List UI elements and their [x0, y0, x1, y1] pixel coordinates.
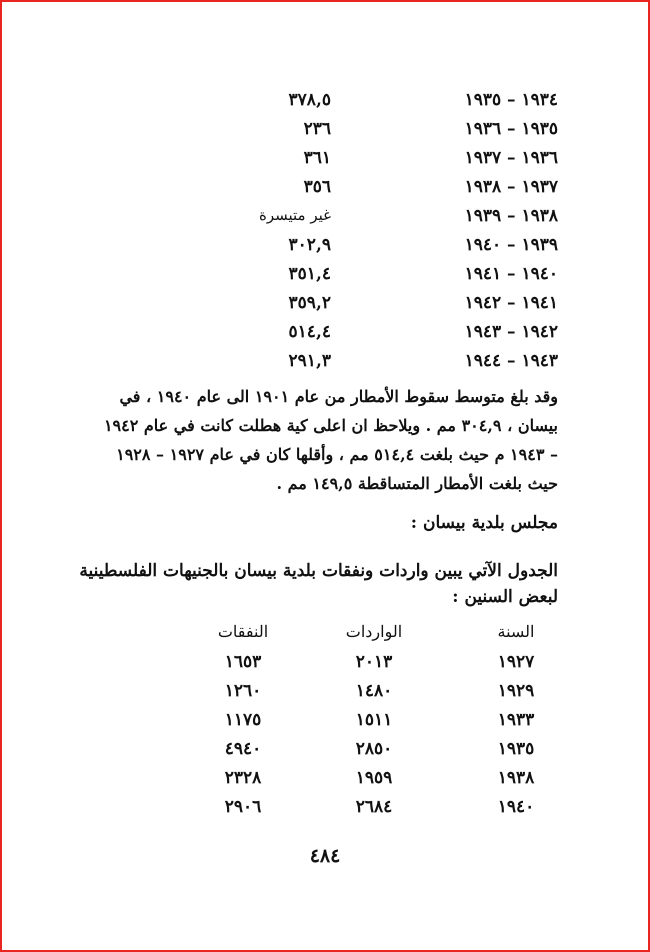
rainfall-value: ٣٧٨,٥	[288, 90, 331, 110]
table-row	[0, 710, 650, 739]
section-heading: مجلس بلدية بيسان :	[410, 513, 558, 533]
table-header-row	[0, 622, 650, 651]
rainfall-years: ١٩٣٨ – ١٩٣٩	[464, 206, 558, 226]
cell-year: ١٩٣٥	[497, 739, 535, 759]
rainfall-row	[0, 177, 650, 205]
rainfall-years: ١٩٤٠ – ١٩٤١	[464, 264, 558, 284]
rainfall-row	[0, 235, 650, 263]
cell-expenses: ١٢٦٠	[224, 681, 262, 701]
cell-expenses: ١٦٥٣	[224, 652, 262, 672]
rainfall-years: ١٩٤٢ – ١٩٤٣	[464, 322, 558, 342]
rainfall-years: ١٩٣٤ – ١٩٣٥	[464, 90, 558, 110]
rainfall-row	[0, 90, 650, 118]
rainfall-value: ٢٣٦	[303, 119, 331, 139]
header-revenue: الواردات	[345, 622, 403, 641]
rainfall-value: غير متيسرة	[258, 206, 331, 224]
rainfall-row	[0, 293, 650, 321]
cell-expenses: ٤٩٤٠	[224, 739, 262, 759]
rainfall-value: ٥١٤,٤	[288, 322, 331, 342]
paragraph-line: حيث بلغت الأمطار المتساقطة ١٤٩,٥ مم .	[276, 474, 558, 493]
cell-expenses: ١١٧٥	[224, 710, 262, 730]
cell-year: ١٩٣٨	[497, 768, 535, 788]
rainfall-years: ١٩٣٦ – ١٩٣٧	[464, 148, 558, 168]
cell-revenue: ١٥١١	[355, 710, 393, 730]
rainfall-row	[0, 322, 650, 350]
header-year: السنة	[497, 622, 535, 641]
rainfall-row	[0, 351, 650, 379]
cell-revenue: ٢٨٥٠	[355, 739, 393, 759]
rainfall-row	[0, 148, 650, 176]
table-row	[0, 797, 650, 826]
intro-line: لبعض السنين :	[452, 587, 558, 607]
table-intro	[79, 558, 558, 610]
paragraph-line: بيسان ، ٣٠٤,٩ مم . ويلاحظ ان اعلى كية هطلت كانت في عام ١٩٤٢	[103, 416, 558, 435]
cell-expenses: ٢٣٢٨	[224, 768, 262, 788]
rainfall-years: ١٩٣٧ – ١٩٣٨	[464, 177, 558, 197]
cell-year: ١٩٤٠	[497, 797, 535, 817]
rainfall-years: ١٩٣٩ – ١٩٤٠	[464, 235, 558, 255]
table-row	[0, 768, 650, 797]
rainfall-row	[0, 119, 650, 147]
page-number: ٤٨٤	[309, 845, 341, 867]
rainfall-value: ٣٠٢,٩	[288, 235, 331, 255]
rainfall-years: ١٩٤١ – ١٩٤٢	[464, 293, 558, 313]
table-row	[0, 739, 650, 768]
cell-revenue: ١٤٨٠	[355, 681, 393, 701]
rainfall-years: ١٩٤٣ – ١٩٤٤	[464, 351, 558, 371]
rainfall-value: ٢٩١,٣	[288, 351, 331, 371]
table-row	[0, 681, 650, 710]
rainfall-value: ٣٥٩,٢	[288, 293, 331, 313]
intro-line: الجدول الآتي يبين واردات ونفقات بلدية بيسان بالجنيهات الفلسطينية	[79, 561, 558, 581]
rainfall-value: ٣٥١,٤	[288, 264, 331, 284]
cell-expenses: ٢٩٠٦	[224, 797, 262, 817]
header-expenses: النفقات	[217, 622, 269, 641]
rainfall-row	[0, 264, 650, 292]
paragraph-line: – ١٩٤٣ م حيث بلغت ٥١٤,٤ مم ، وأقلها كان في عام ١٩٢٧ – ١٩٢٨	[116, 445, 558, 464]
cell-year: ١٩٣٣	[497, 710, 535, 730]
cell-year: ١٩٢٧	[497, 652, 535, 672]
table-row	[0, 652, 650, 681]
cell-revenue: ٢٦٨٤	[355, 797, 393, 817]
rainfall-years: ١٩٣٥ – ١٩٣٦	[464, 119, 558, 139]
cell-year: ١٩٢٩	[497, 681, 535, 701]
rainfall-value: ٣٥٦	[303, 177, 331, 197]
cell-revenue: ١٩٥٩	[355, 768, 393, 788]
rainfall-paragraph	[88, 382, 558, 498]
rainfall-row	[0, 206, 650, 234]
paragraph-line: وقد بلغ متوسط سقوط الأمطار من عام ١٩٠١ الى عام ١٩٤٠ ، في	[119, 387, 558, 406]
cell-revenue: ٢٠١٣	[355, 652, 393, 672]
rainfall-value: ٣٦١	[303, 148, 331, 168]
